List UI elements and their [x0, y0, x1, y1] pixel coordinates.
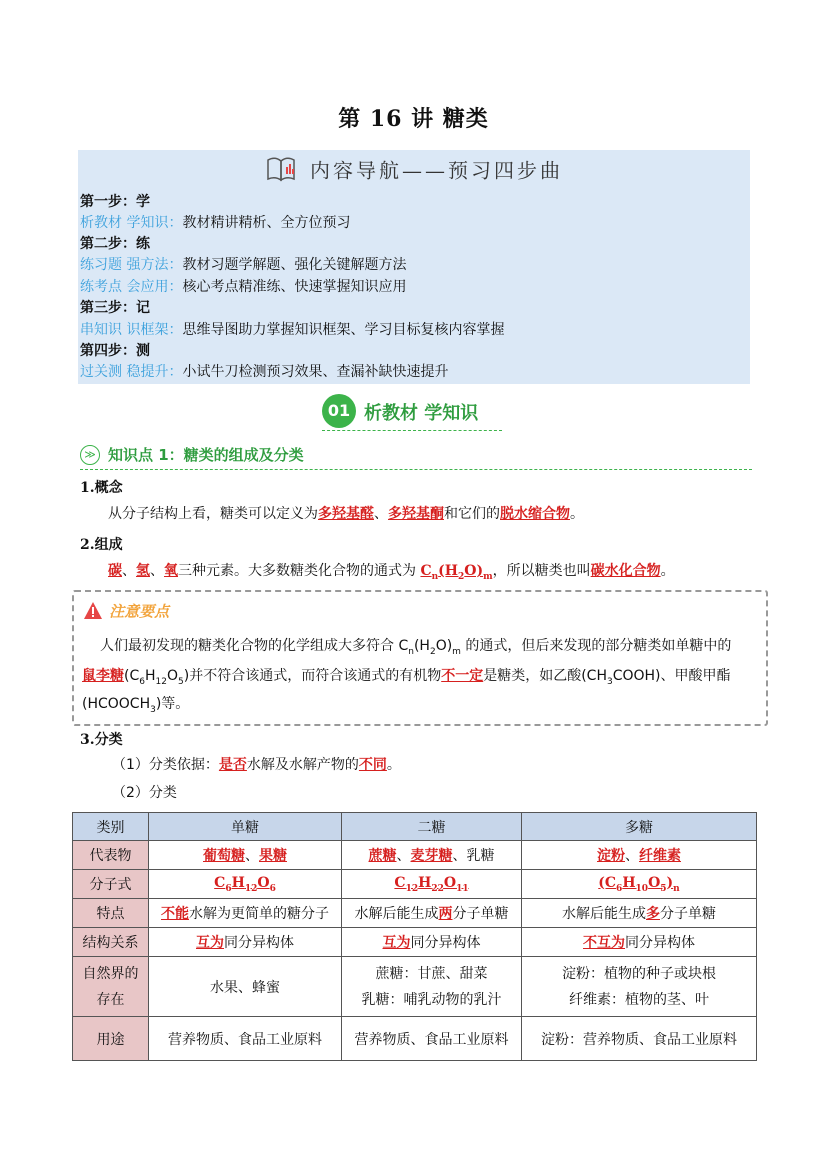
- table-cell: 淀粉：植物的种子或块根 纤维素：植物的茎、叶: [522, 957, 757, 1017]
- double-chevron-icon: ≫: [80, 445, 100, 465]
- nav-key-1: 析教材 学知识：: [80, 215, 183, 231]
- table-cell: 淀粉、纤维素: [522, 841, 757, 870]
- answer-different: 不同: [358, 757, 387, 773]
- table-row: [73, 870, 757, 899]
- row-label: 自然界的 存在: [73, 957, 149, 1017]
- table-cell: 不能水解为更简单的糖分子: [149, 899, 342, 928]
- table-cell: 葡萄糖、果糖: [149, 841, 342, 870]
- table-header: 类别: [73, 813, 149, 841]
- row-label: 分子式: [73, 870, 149, 899]
- row-label: 特点: [73, 899, 149, 928]
- content-navigation-box: [78, 150, 750, 384]
- answer-carbon: 碳: [108, 563, 122, 579]
- nav-key-3: 练考点 会应用：: [80, 279, 183, 295]
- nav-key-5: 过关测 稳提升：: [80, 364, 183, 380]
- answer-carbohydrate: 碳水化合物: [590, 563, 661, 579]
- nav-step-4: 第四步：测: [80, 343, 150, 359]
- table-cell: 不互为同分异构体: [522, 928, 757, 957]
- table-cell: $C_6H_{12}O_6$: [149, 870, 342, 899]
- table-cell: 营养物质、食品工业原料: [149, 1017, 342, 1061]
- table-cell: 互为同分异构体: [342, 928, 522, 957]
- table-cell: 蔗糖：甘蔗、甜菜 乳糖：哺乳动物的乳汁: [342, 957, 522, 1017]
- warning-icon: [82, 600, 104, 622]
- classification-subheading: （2）分类: [112, 785, 177, 801]
- nav-key-4: 串知识 识框架：: [80, 322, 183, 338]
- answer-hydrogen: 氢: [136, 563, 150, 579]
- table-cell: 互为同分异构体: [149, 928, 342, 957]
- nav-step-1: 第一步：学: [80, 194, 150, 210]
- section-number-badge: 01: [322, 394, 356, 428]
- table-row: [73, 899, 757, 928]
- row-label: 用途: [73, 1017, 149, 1061]
- table-cell: 水解后能生成多分子单糖: [522, 899, 757, 928]
- knowledge-point-1-header: [80, 444, 304, 465]
- tip-line-3: $(HCOOCH_3)$等。: [82, 696, 190, 715]
- table-row: [73, 957, 757, 1017]
- concept-text: 从分子结构上看，糖类可以定义为多羟基醛、多羟基酮和它们的脱水缩合物。: [108, 506, 584, 522]
- knowledge-point-divider: [80, 469, 752, 470]
- table-cell: $C_{12}H_{22}O_{11}$: [342, 870, 522, 899]
- answer-polyhydroxy-ketone: 多羟基酮: [388, 506, 444, 522]
- attention-tip-box: [72, 590, 768, 726]
- table-cell: 营养物质、食品工业原料: [342, 1017, 522, 1061]
- nav-key-2: 练习题 强方法：: [80, 257, 183, 273]
- tip-line-1: 人们最初发现的糖类化合物的化学组成大多符合 $C_n(H_2O)_m$ 的通式，但后来发现的部分糖类如单糖中的: [100, 638, 732, 657]
- classification-basis: （1）分类依据：是否水解及水解产物的不同。: [112, 757, 401, 773]
- table-cell: 蔗糖、麦芽糖、乳糖: [342, 841, 522, 870]
- answer-dehydration-condensate: 脱水缩合物: [500, 506, 570, 522]
- table-header: 多糖: [522, 813, 757, 841]
- nav-title-text: 内容导航——预习四步曲: [310, 158, 564, 183]
- tip-line-2: 鼠李糖$(C_6H_{12}O_5)$并不符合该通式，而符合该通式的有机物不一定是糖类，如乙酸$(CH_3COOH)$、甲酸甲酯: [82, 668, 731, 687]
- nav-desc-3: 核心考点精准练、快速掌握知识应用: [182, 279, 407, 295]
- section-label: 析教材 学知识: [364, 403, 479, 424]
- answer-not-necessarily: 不一定: [441, 668, 484, 684]
- nav-title-bar: [78, 154, 750, 188]
- table-row: [73, 928, 757, 957]
- section-divider: [322, 430, 502, 431]
- table-row: [73, 1017, 757, 1061]
- answer-oxygen: 氧: [164, 563, 178, 579]
- nav-step-3: 第三步：记: [80, 300, 150, 316]
- composition-heading: 2.组成: [80, 537, 123, 553]
- nav-desc-2: 教材习题学解题、强化关键解题方法: [182, 257, 407, 273]
- table-header: 单糖: [149, 813, 342, 841]
- table-cell: 水解后能生成两分子单糖: [342, 899, 522, 928]
- sugar-classification-table: [72, 812, 757, 1061]
- attention-badge-label: 注意要点: [109, 602, 170, 621]
- concept-heading: 1.概念: [80, 480, 123, 496]
- answer-polyhydroxy-aldehyde: 多羟基醛: [318, 506, 374, 522]
- nav-desc-5: 小试牛刀检测预习效果、查漏补缺快速提升: [182, 364, 449, 380]
- table-row: [73, 841, 757, 870]
- composition-text: 碳、氢、氧三种元素。大多数糖类化合物的通式为 $C_n(H_2O)_m$，所以糖类也叫碳水化合物。: [108, 563, 675, 582]
- table-header: 二糖: [342, 813, 522, 841]
- answer-whether: 是否: [218, 757, 247, 773]
- nav-desc-4: 思维导图助力掌握知识框架、学习目标复核内容掌握: [182, 322, 505, 338]
- nav-desc-1: 教材精讲精析、全方位预习: [182, 215, 351, 231]
- page-title: 第 16 讲 糖类: [338, 106, 489, 132]
- row-label: 代表物: [73, 841, 149, 870]
- knowledge-point-title: 知识点 1：糖类的组成及分类: [108, 446, 304, 464]
- table-cell: 淀粉：营养物质、食品工业原料: [522, 1017, 757, 1061]
- book-icon: [265, 154, 299, 184]
- table-cell: 水果、蜂蜜: [149, 957, 342, 1017]
- classification-heading: 3.分类: [80, 732, 123, 748]
- general-formula: $C_n(H_2O)_m$: [420, 563, 493, 582]
- answer-rhamnose: 鼠李糖: [82, 668, 124, 684]
- attention-badge: [82, 600, 169, 624]
- nav-step-2: 第二步：练: [80, 236, 150, 252]
- row-label: 结构关系: [73, 928, 149, 957]
- table-cell: $(C_6H_{10}O_5)_n$: [522, 870, 757, 899]
